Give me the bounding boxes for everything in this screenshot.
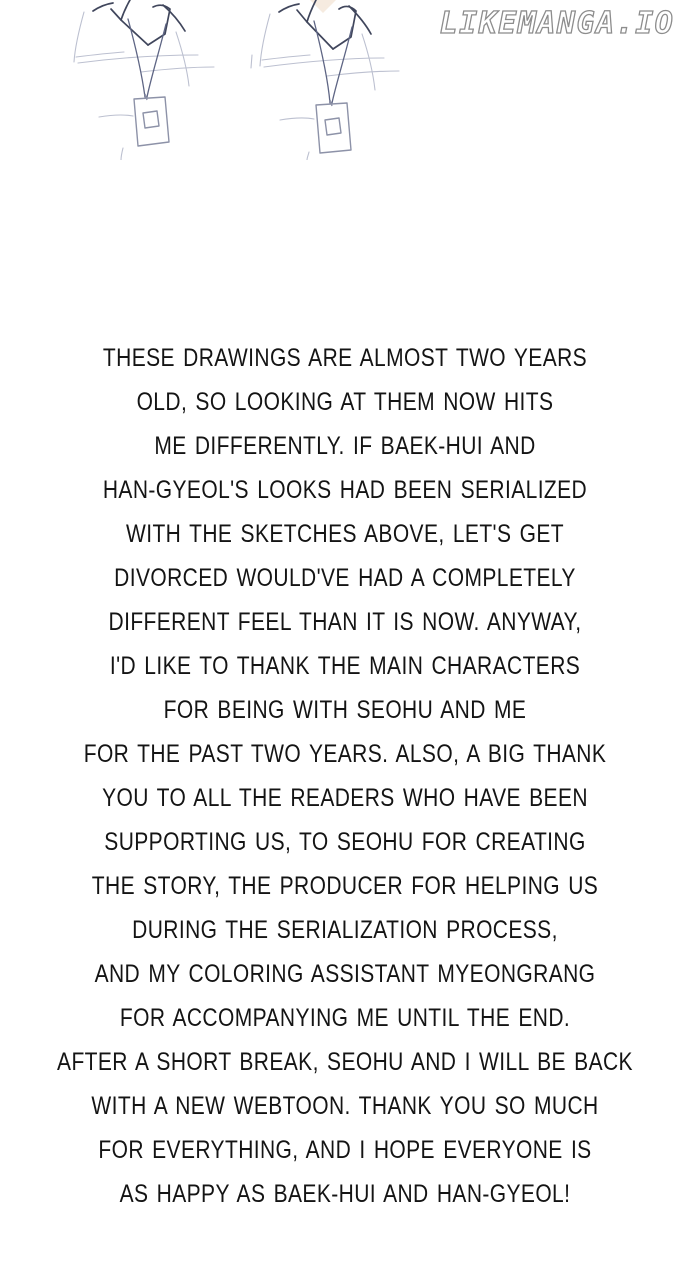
afterword-line: AND MY COLORING ASSISTANT MYEONGRANG (94, 960, 596, 989)
afterword-line: I'D LIKE TO THANK THE MAIN CHARACTERS (109, 652, 581, 681)
afterword-line: ME DIFFERENTLY. IF BAEK-HUI AND (154, 432, 536, 461)
afterword-line: AS HAPPY AS BAEK-HUI AND HAN-GYEOL! (119, 1180, 571, 1209)
pencil-sketch-left-character (66, 0, 216, 160)
afterword-line: YOU TO ALL THE READERS WHO HAVE BEEN (102, 784, 588, 813)
watermark-text: LIKEMANGA.IO (439, 6, 675, 41)
afterword-line: FOR THE PAST TWO YEARS. ALSO, A BIG THANK (83, 740, 607, 769)
afterword-line: WITH A NEW WEBTOON. THANK YOU SO MUCH (91, 1092, 599, 1121)
afterword-line: AFTER A SHORT BREAK, SEOHU AND I WILL BE BACK (57, 1048, 633, 1077)
construction-lines (74, 12, 214, 160)
construction-lines (251, 14, 399, 160)
afterword-line: FOR EVERYTHING, AND I HOPE EVERYONE IS (98, 1136, 592, 1165)
id-badge (134, 94, 169, 146)
pencil-sketch-right-character (250, 0, 400, 160)
afterword-line: FOR ACCOMPANYING ME UNTIL THE END. (119, 1004, 571, 1033)
afterword-line: DIVORCED WOULD'VE HAD A COMPLETELY (114, 564, 576, 593)
afterword-line: OLD, SO LOOKING AT THEM NOW HITS (136, 388, 554, 417)
afterword-text-block (20, 337, 670, 1217)
neck-skin (310, 0, 336, 13)
afterword-line: WITH THE SKETCHES ABOVE, LET'S GET (126, 520, 564, 549)
site-watermark (426, 0, 688, 48)
afterword-line: HAN-GYEOL'S LOOKS HAD BEEN SERIALIZED (102, 476, 588, 505)
afterword-line: SUPPORTING US, TO SEOHU FOR CREATING (104, 828, 586, 857)
afterword-line: THE STORY, THE PRODUCER FOR HELPING US (91, 872, 599, 901)
collar-lines (93, 0, 185, 45)
id-badge (316, 100, 351, 153)
afterword-line: THESE DRAWINGS ARE ALMOST TWO YEARS (102, 344, 588, 373)
lanyard-cords (314, 21, 352, 103)
afterword-line: DIFFERENT FEEL THAN IT IS NOW. ANYWAY, (108, 608, 582, 637)
afterword-line: FOR BEING WITH SEOHU AND ME (163, 696, 527, 725)
afterword-line: DURING THE SERIALIZATION PROCESS, (132, 916, 558, 945)
